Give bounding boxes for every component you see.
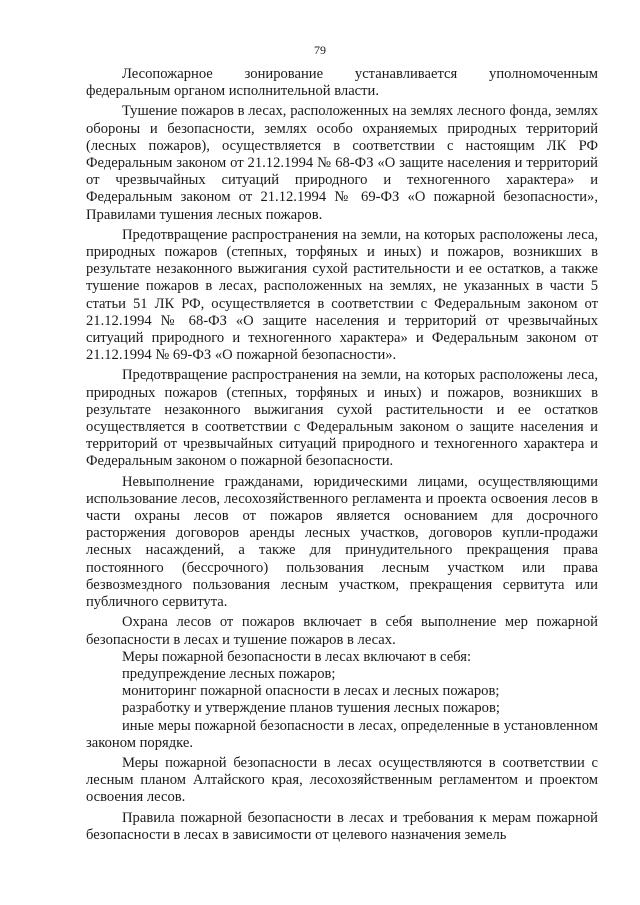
list-item: разработку и утверждение планов тушения лесных пожаров; bbox=[122, 700, 500, 717]
list-item: иные меры пожарной безопасности в лесах, определенные в установленном законом порядке. bbox=[86, 717, 598, 751]
paragraph-non-compliance: Невыполнение гражданами, юридическими лицами, осуществляющими использование лесов, лесохозяйственного регламента и проекта освоения лесов в части охраны лесов от пожаров является основанием для досрочного расторжения договоров аренды лесных участков, договоров купли-продажи лесных насаждений, а также для принудительного прекращения права постоянного (бессрочного) пользования лесным участком или права безвозмездного пользования лесным участком, прекращения сервитута или публичного сервитута. bbox=[86, 473, 598, 611]
paragraph-prevention-lands: Предотвращение распространения на земли, на которых расположены леса, природных пожаров (степных, торфяных и иных) и пожаров, возникших в результате незаконного выжигания сухой растительности и ее остатков, а также тушение пожаров в лесах, расположенных на землях, не указанных в части 5 статьи 51 ЛК РФ, осуществляется в соответствии с Федеральным законом от 21.12.1994 № 68-ФЗ «О защите населения и территорий от чрезвычайных ситуаций природного и техногенного характера» и Федеральным законом от 21.12.1994 № 69-ФЗ «О пожарной безопасности». bbox=[86, 226, 598, 364]
page-number: 79 bbox=[314, 43, 326, 57]
paragraph-protection: Охрана лесов от пожаров включает в себя выполнение мер пожарной безопасности в лесах и тушение пожаров в лесах. bbox=[86, 614, 598, 648]
paragraph-zoning: Лесопожарное зонирование устанавливается уполномоченным федеральным органом исполнительной власти. bbox=[86, 66, 598, 100]
paragraph-firefighting: Тушение пожаров в лесах, расположенных на землях лесного фонда, землях обороны и безопасности, землях особо охраняемых природных территорий (лесных пожаров), осуществляется в соответствии с настоящим ЛК РФ Федеральным законом от 21.12.1994 № 68-ФЗ «О защите населения и территорий от чрезвычайных ситуаций природного и техногенного характера» и Федеральным законом от 21.12.1994 № 69-ФЗ «О пожарной безопасности», Правилами тушения лесных пожаров. bbox=[86, 103, 598, 223]
document-body bbox=[86, 66, 598, 844]
paragraph-prevention-spread: Предотвращение распространения на земли, на которых расположены леса, природных пожаров (степных, торфяных и иных) и пожаров, возникших в результате незаконного выжигания сухой растительности и ее остатков осуществляется в соответствии с Федеральным законом о защите населения и территорий от чрезвычайных ситуаций природного и техногенного характера и Федеральным законом о пожарной безопасности. bbox=[86, 367, 598, 470]
list-item: мониторинг пожарной опасности в лесах и лесных пожаров; bbox=[122, 683, 500, 700]
paragraph-rules: Правила пожарной безопасности в лесах и требования к мерам пожарной безопасности в лесах в зависимости от целевого назначения земель bbox=[86, 809, 598, 843]
paragraph-measures-basis: Меры пожарной безопасности в лесах осуществляются в соответствии с лесным планом Алтайского края, лесохозяйственным регламентом и проектом освоения лесов. bbox=[86, 754, 598, 806]
list-intro: Меры пожарной безопасности в лесах включают в себя: bbox=[122, 648, 471, 665]
list-item: предупреждение лесных пожаров; bbox=[122, 665, 336, 682]
